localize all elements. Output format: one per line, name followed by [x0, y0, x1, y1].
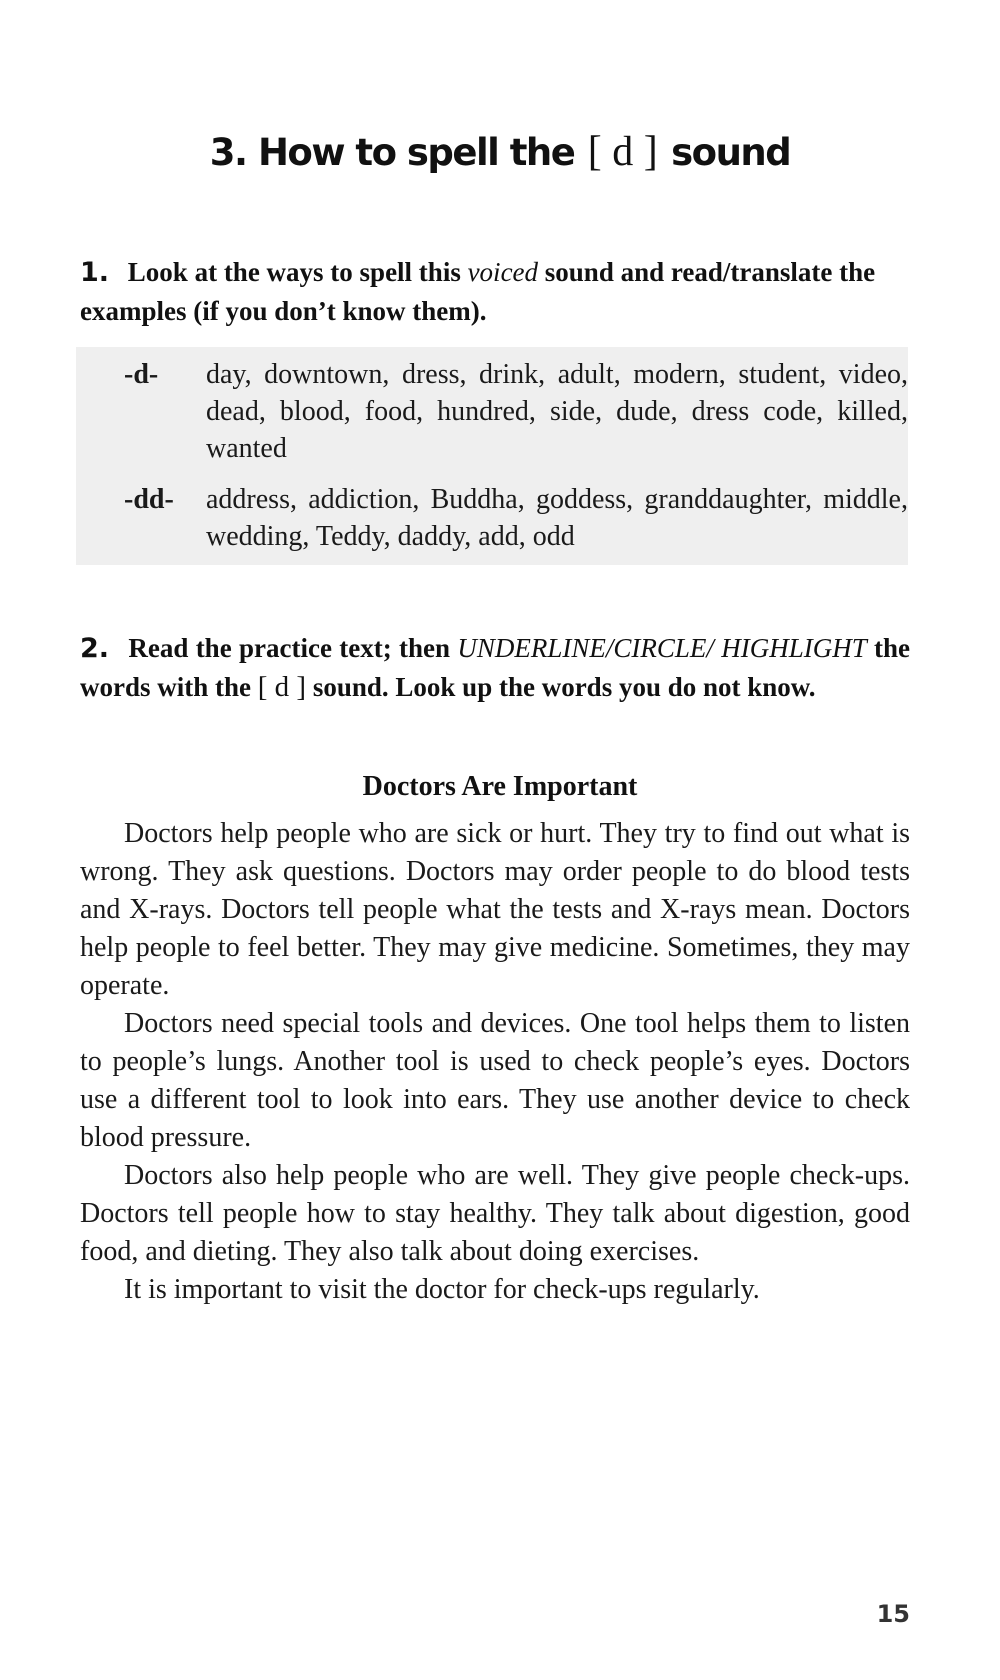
reading-paragraph: Doctors also help people who are well. They give people check-ups. Doctors tell people how to stay healthy. They talk about digestion, good food, and dieting. They also talk about doing exercises.	[80, 1160, 910, 1267]
reading-paragraph: Doctors need special tools and devices. One tool helps them to listen to people’s lungs. Another tool is used to check people’s eyes. Doctors use a different tool to look into ears. They use another device to check blood pressure.	[80, 1008, 910, 1153]
spelling-pattern: -dd-	[124, 484, 174, 515]
reading-text	[80, 815, 910, 1309]
spelling-pattern: -d-	[124, 359, 159, 390]
section-title	[0, 128, 1000, 176]
spelling-examples: day, downtown, dress, drink, adult, modern, student, video, dead, blood, food, hundred, side, dude, dress code, killed, wanted	[206, 359, 908, 464]
task-2-instruction	[80, 629, 910, 706]
task-1-number: 1.	[80, 257, 110, 288]
task-2-phoneme: [ d ]	[257, 671, 307, 703]
reading-title: Doctors Are Important	[362, 771, 638, 802]
task-2-text-middle: the words with the	[80, 633, 911, 702]
title-suffix: sound	[671, 131, 791, 174]
task-2-text-before: Read the practice text; then	[128, 633, 451, 663]
task-2-text-after: sound. Look up the words you do not know.	[312, 672, 816, 702]
reading-paragraph: Doctors help people who are sick or hurt. They try to find out what is wrong. They ask questions. Doctors may order people to do blood tests and X-rays. Doctors tell people what the tests and X-rays mean. Doctors help people to feel better. They may give medicine. Sometimes, they may operate.	[80, 818, 910, 1001]
reading-paragraph: It is important to visit the doctor for check-ups regularly.	[124, 1274, 760, 1305]
page-number: 15	[876, 1600, 910, 1628]
title-prefix: 3. How to spell the	[209, 131, 575, 174]
task-2-number: 2.	[80, 633, 110, 664]
task-1-emphasis: voiced	[467, 257, 539, 287]
spelling-examples: address, addiction, Buddha, goddess, granddaughter, middle, wedding, Teddy, daddy, add, odd	[206, 484, 908, 552]
task-2-emphasis: UNDERLINE/CIRCLE/ HIGHLIGHT	[457, 633, 867, 663]
task-1-text-after: sound and read/translate the examples (if you don’t know them).	[80, 257, 876, 326]
task-1-instruction	[80, 253, 910, 330]
task-1-text-before: Look at the ways to spell this	[127, 257, 461, 287]
title-phoneme: [ d ]	[587, 129, 658, 175]
